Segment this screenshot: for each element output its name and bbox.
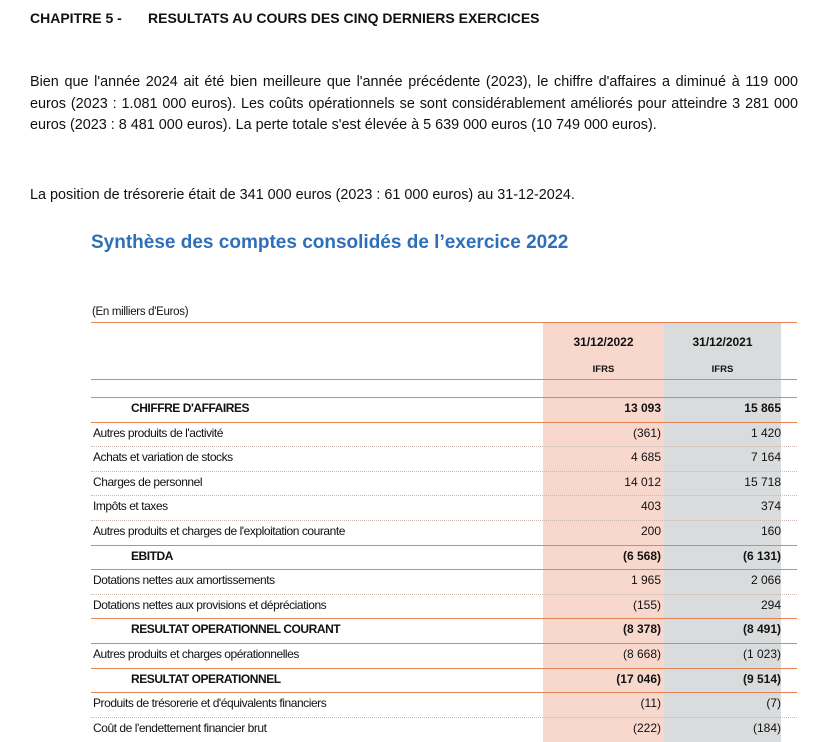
row-label: Impôts et taxes [93,499,168,514]
column-header-2022: 31/12/2022 [573,335,634,349]
table-row [91,397,797,421]
value-2021: (1 023) [742,647,781,661]
row-label: Produits de trésorerie et d'équivalents financiers [93,696,327,711]
header-bottom-rule [91,379,797,380]
table-row [91,594,797,618]
section-title: Synthèse des comptes consolidés de l’exercice 2022 [91,232,569,253]
value-2021: (9 514) [742,671,781,686]
row-separator [91,446,797,447]
table-row [91,618,797,642]
table-row [91,717,797,741]
chapter-title: RESULTATS AU COURS DES CINQ DERNIERS EXERCICES [148,10,540,26]
value-2022: 200 [640,524,661,538]
value-2022: (6 568) [622,548,661,563]
row-separator [91,471,797,472]
row-label: Autres produits et charges opérationnelles [93,647,299,661]
row-separator [91,495,797,496]
table-row [91,545,797,569]
row-label: Charges de personnel [93,474,203,489]
chapter-heading [30,10,540,26]
row-separator [91,569,797,570]
value-2022: 1 965 [630,573,661,588]
value-2022: (8 378) [622,622,661,637]
row-label: EBITDA [131,548,173,563]
row-label: Achats et variation de stocks [93,450,233,465]
table-row [91,668,797,692]
value-2021: 15 718 [744,474,781,489]
value-2021: 160 [760,524,781,538]
row-label: CHIFFRE D'AFFAIRES [131,401,250,415]
row-label: RESULTAT OPERATIONNEL COURANT [131,622,341,637]
row-label: Autres produits de l'activité [93,425,223,440]
row-label: Dotations nettes aux amortissements [93,573,275,588]
table-row [91,471,797,495]
row-separator [91,422,797,423]
row-label: RESULTAT OPERATIONNEL [131,671,281,686]
value-2021: 1 420 [750,425,781,440]
table-top-rule [91,322,797,323]
value-2022: 14 012 [624,474,661,489]
column-header-2021: 31/12/2021 [692,335,753,349]
value-2022: 13 093 [624,401,661,415]
table-row [91,422,797,446]
value-2022: 403 [640,499,661,514]
value-2022: (8 668) [622,647,661,661]
value-2021: (8 491) [742,622,781,637]
value-2021: (6 131) [742,548,781,563]
value-2022: (17 046) [616,671,661,686]
summary-paragraph: Bien que l'année 2024 ait été bien meilleure que l'année précédente (2023), le chiffre d'affaires a diminué à 119 000 euros (2023 : 1.081 000 euros). Les coûts opérationnels se sont considérablement améliorés pour atteindre 3 281 000 euros (2023 : 8 481 000 euros). La perte totale s'est élevée à 5 639 000 euros (10 749 000 euros). [30,74,798,133]
row-separator [91,717,797,718]
value-2021: (184) [752,720,781,735]
value-2022: 4 685 [630,450,661,465]
row-separator [91,618,797,619]
value-2022: (11) [640,696,661,711]
value-2021: 2 066 [750,573,781,588]
row-label: Coût de l'endettement financier brut [93,720,267,735]
value-2021: 294 [760,597,781,612]
row-label: Autres produits et charges de l'exploitation courante [93,524,345,538]
value-2021: 374 [760,499,781,514]
row-separator [91,668,797,669]
row-separator [91,692,797,693]
column-standard-2022: IFRS [592,364,615,375]
table-row [91,446,797,470]
row-separator [91,594,797,595]
table-row [91,495,797,519]
value-2022: (222) [632,720,661,735]
row-separator [91,520,797,521]
value-2022: (155) [632,597,661,612]
cash-position-paragraph: La position de trésorerie était de 341 000 euros (2023 : 61 000 euros) au 31-12-2024. [30,187,575,203]
column-standard-2021: IFRS [711,364,734,375]
chapter-number: CHAPITRE 5 - [30,10,122,26]
table-units-note: (En milliers d'Euros) [92,306,189,318]
row-separator [91,643,797,644]
row-separator [91,545,797,546]
value-2021: 15 865 [744,401,781,415]
table-row [91,520,797,544]
value-2022: (361) [632,425,661,440]
value-2021: 7 164 [750,450,781,465]
table-row [91,569,797,593]
table-row [91,643,797,667]
row-label: Dotations nettes aux provisions et dépréciations [93,597,327,612]
value-2021: (7) [766,696,781,711]
table-row [91,692,797,716]
